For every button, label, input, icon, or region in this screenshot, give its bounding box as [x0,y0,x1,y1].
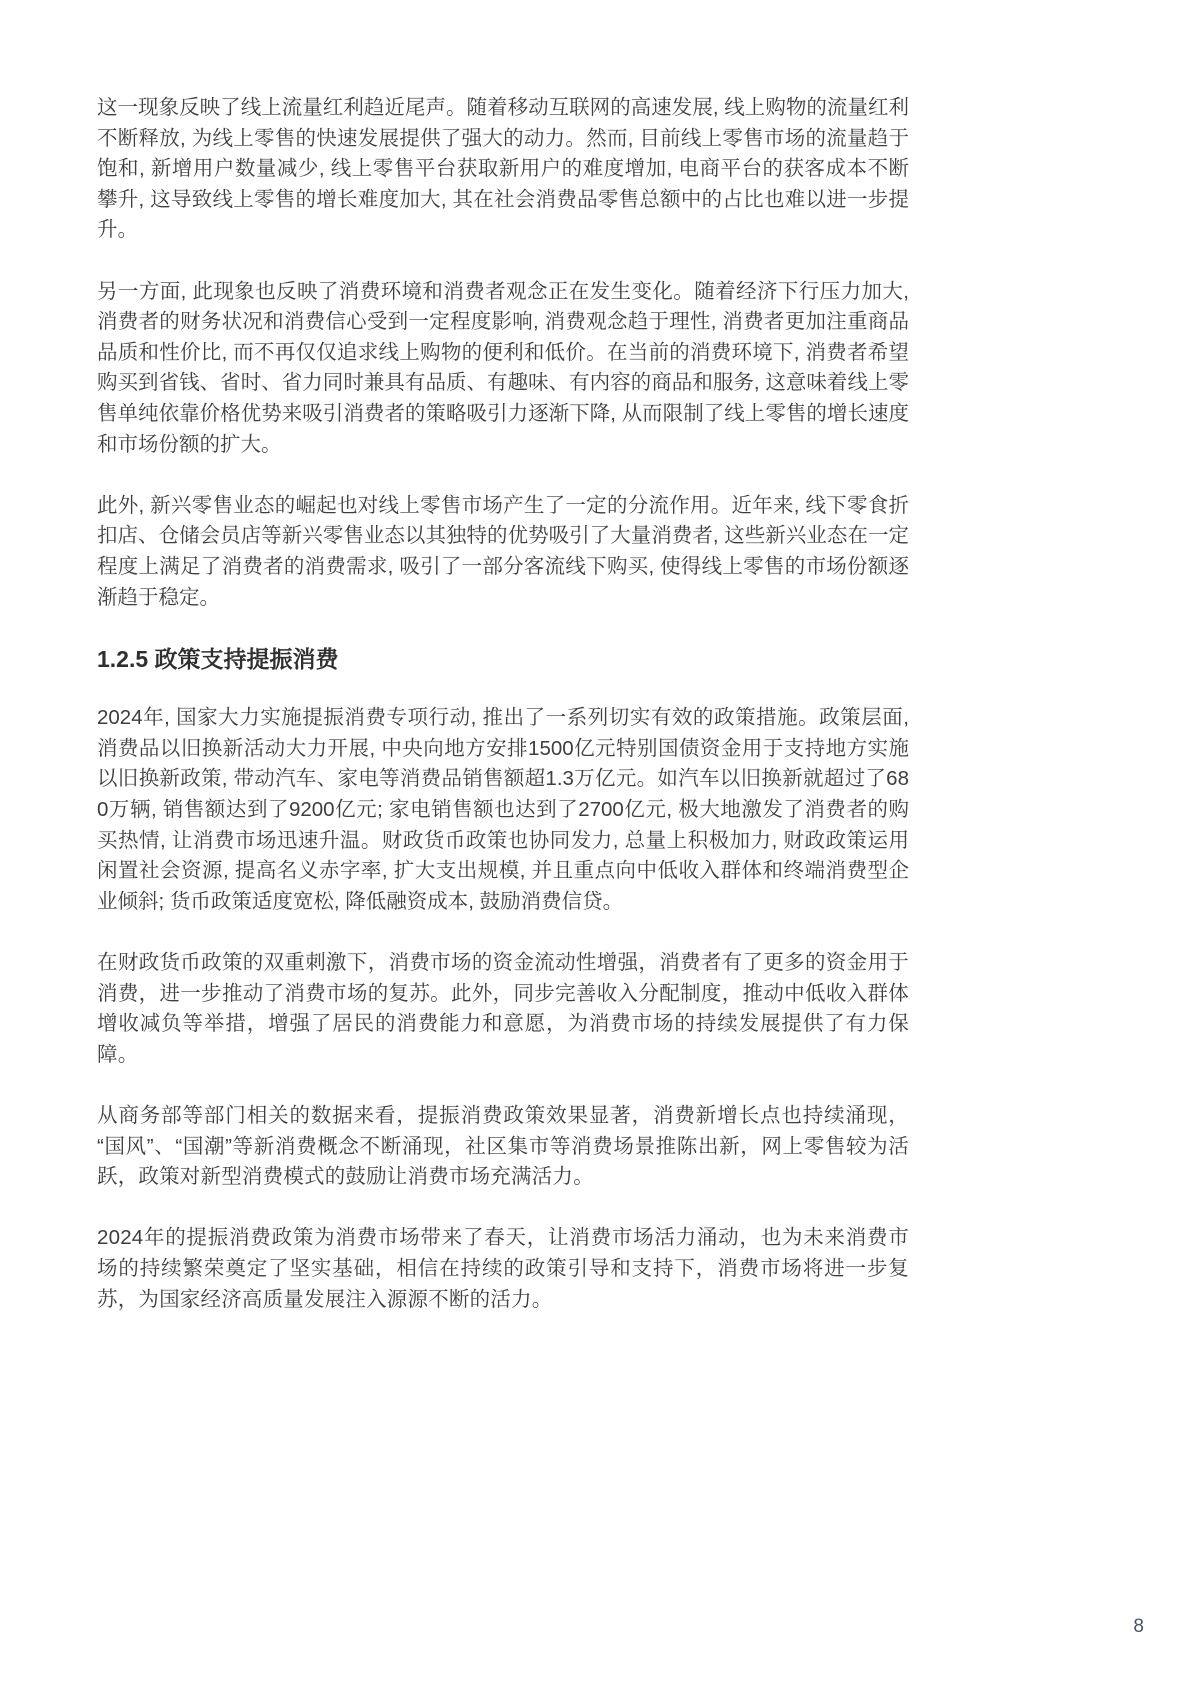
paragraph-outlook-2024: 2024年的提振消费政策为消费市场带来了春天，让消费市场活力涌动，也为未来消费市场的持续繁荣奠定了坚实基础，相信在持续的政策引导和支持下，消费市场将进一步复苏，为国家经济高质量发展注入源源不断的活力。 [97,1226,909,1311]
paragraph-new-retail-formats: 此外, 新兴零售业态的崛起也对线上零售市场产生了一定的分流作用。近年来, 线下零食折扣店、仓储会员店等新兴零售业态以其独特的优势吸引了大量消费者, 这些新兴业态在一定程度上满足了消费者的消费需求, 吸引了一部分客流线下购买, 使得线上零售的市场份额逐渐趋于稳定。 [97,493,909,609]
page-number: 8 [1133,1616,1144,1637]
paragraph-policy-actions-2024: 2024年, 国家大力实施提振消费专项行动, 推出了一系列切实有效的政策措施。政策层面, 消费品以旧换新活动大力开展, 中央向地方安排1500亿元特别国债资金用于支持地方实施以旧换新政策, 带动汽车、家电等消费品销售额超1.3万亿元。如汽车以旧换新就超过了680万辆, 销售额达到了9200亿元; 家电销售额也达到了2700亿元, 极大地激发了消费者的购买热情, 让消费市场迅速升温。财政货币政策也协同发力, 总量上积极加力, 财政政策运用闲置社会资源, 提高名义赤字率, 扩大支出规模, 并且重点向中低收入群体和终端消费型企业倾斜; 货币政策适度宽松, 降低融资成本, 鼓励消费信贷。 [97,706,909,913]
page-footer [1133,1616,1144,1638]
paragraph-fiscal-monetary-stimulus: 在财政货币政策的双重刺激下，消费市场的资金流动性增强，消费者有了更多的资金用于消费，进一步推动了消费市场的复苏。此外，同步完善收入分配制度，推动中低收入群体增收减负等举措，增强了居民的消费能力和意愿，为消费市场的持续发展提供了有力保障。 [97,951,909,1066]
paragraph-consumer-mindset-change: 另一方面, 此现象也反映了消费环境和消费者观念正在发生变化。随着经济下行压力加大, 消费者的财务状况和消费信心受到一定程度影响, 消费观念趋于理性, 消费者更加注重商品品质和性价比, 而不再仅仅追求线上购物的便利和低价。在当前的消费环境下, 消费者希望购买到省钱、省时、省力同时兼具有品质、有趣味、有内容的商品和服务, 这意味着线上零售单纯依靠价格优势来吸引消费者的策略吸引力逐渐下降, 从而限制了线上零售的增长速度和市场份额的扩大。 [97,279,909,456]
section-heading-1-2-5: 1.2.5 政策支持提振消费 [97,645,339,672]
paragraph-online-traffic-dividend: 这一现象反映了线上流量红利趋近尾声。随着移动互联网的高速发展, 线上购物的流量红利不断释放, 为线上零售的快速发展提供了强大的动力。然而, 目前线上零售市场的流量趋于饱和, 新增用户数量减少, 线上零售平台获取新用户的难度增加, 电商平台的获客成本不断攀升, 这导致线上零售的增长难度加大, 其在社会消费品零售总额中的占比也难以进一步提升。 [97,96,909,242]
paragraph-policy-effects-data: 从商务部等部门相关的数据来看，提振消费政策效果显著，消费新增长点也持续涌现，“国风”、“国潮”等新消费概念不断涌现，社区集市等消费场景推陈出新，网上零售较为活跃，政策对新型消费模式的鼓励让消费市场充满活力。 [97,1104,909,1189]
page-content [97,93,909,1346]
